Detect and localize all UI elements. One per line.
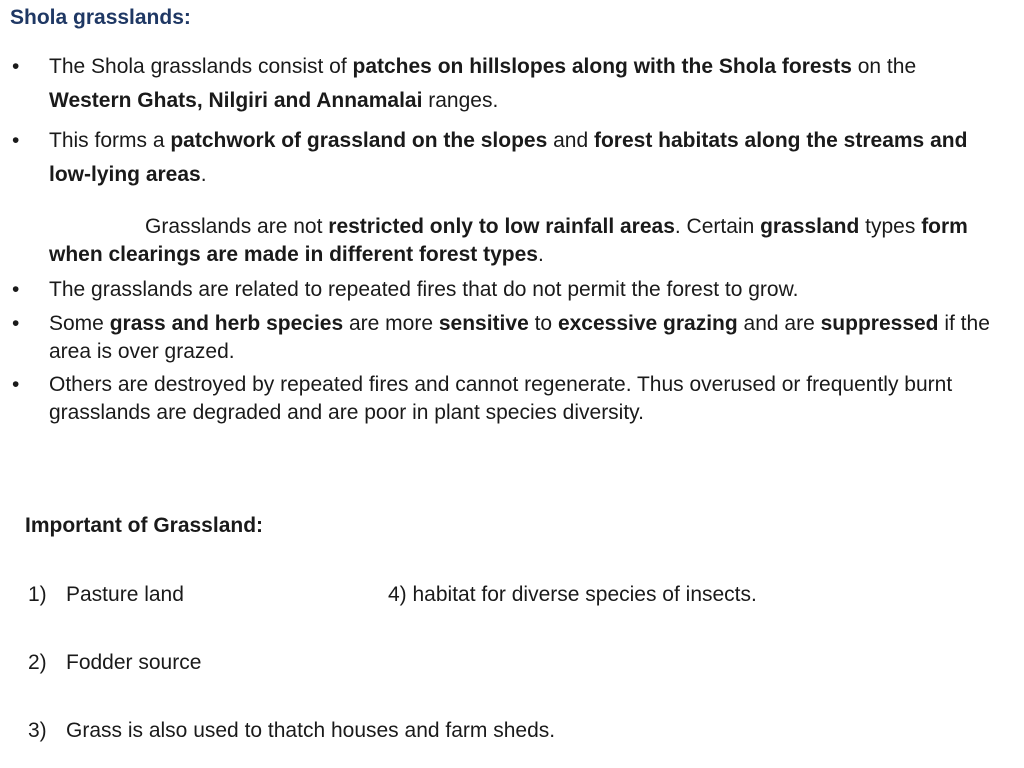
bold-run: grass and herb species xyxy=(109,312,344,335)
text-run: to xyxy=(528,312,558,335)
bold-run: patchwork of grassland on the slopes xyxy=(170,129,548,152)
list-number: 3) xyxy=(28,719,47,742)
bullet-dot: • xyxy=(12,129,20,152)
text-run: . Certain xyxy=(674,215,761,238)
bullet-grazing xyxy=(12,310,1002,365)
importance-heading: Important of Grassland: xyxy=(25,514,264,537)
list-text: Grass is also used to thatch houses and farm sheds. xyxy=(66,719,556,742)
text-run: and are xyxy=(737,312,821,335)
bold-run: restricted only to low rainfall areas xyxy=(328,215,675,238)
bullet-text: Others are destroyed by repeated fires and cannot regenerate. Thus overused or frequently burnt grasslands are degraded and are poor in plant species diversity. xyxy=(49,373,953,424)
text-run: are more xyxy=(343,312,439,335)
bullet-patchwork xyxy=(12,124,1002,191)
bullet-text xyxy=(49,124,1002,191)
bullet-text: The grasslands are related to repeated fires that do not permit the forest to grow. xyxy=(49,278,799,301)
text-run: . xyxy=(200,162,207,186)
list-text: 4) habitat for diverse species of insects. xyxy=(388,583,757,606)
bold-run: forest habitats along the streams and low-lying areas xyxy=(49,129,968,186)
bold-run: patches on hillslopes along with the Shola forests xyxy=(352,55,852,78)
text-run: . xyxy=(537,242,544,266)
bold-run: form when clearings are made in different forest types xyxy=(49,215,968,266)
text-run: ranges. xyxy=(422,88,499,112)
list-text: Fodder source xyxy=(66,651,202,674)
text-run: Some xyxy=(49,312,110,335)
text-run: if the area is over grazed. xyxy=(49,312,990,363)
bold-run: excessive grazing xyxy=(557,312,738,335)
text-run: types xyxy=(859,215,922,238)
slide-title: Shola grasslands: xyxy=(10,6,191,29)
bullet-dot: • xyxy=(12,278,20,301)
bullet-dot: • xyxy=(12,312,20,335)
bullet-shola-patches xyxy=(12,50,1002,117)
text-run: The Shola grasslands consist of xyxy=(49,55,353,78)
list-text: Pasture land xyxy=(66,583,184,606)
list-number: 1) xyxy=(28,583,47,606)
bold-run: grassland xyxy=(760,215,860,238)
text-run: and xyxy=(547,129,594,152)
text-run: Grasslands are not xyxy=(145,215,329,238)
bold-run: Western Ghats, Nilgiri and Annamalai xyxy=(49,88,423,112)
list-number: 2) xyxy=(28,651,47,674)
text-run: This forms a xyxy=(49,129,171,152)
bullet-fires xyxy=(12,276,1002,304)
bold-run: suppressed xyxy=(820,312,939,335)
bullet-dot: • xyxy=(12,373,20,396)
text-run: on the xyxy=(851,55,917,78)
bullet-text xyxy=(49,50,1002,117)
bullet-text xyxy=(49,310,1002,365)
bullet-degraded xyxy=(12,371,1002,426)
paragraph-rainfall xyxy=(49,213,1009,268)
bold-run: sensitive xyxy=(438,312,529,335)
bullet-dot: • xyxy=(12,55,20,78)
